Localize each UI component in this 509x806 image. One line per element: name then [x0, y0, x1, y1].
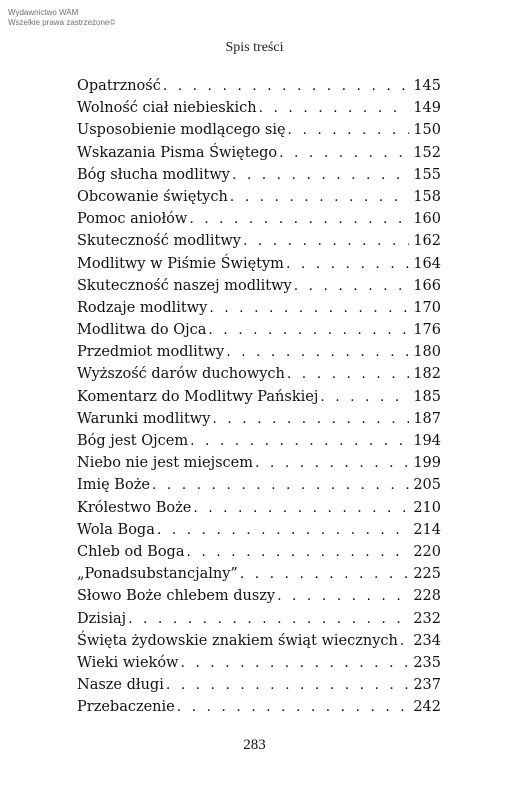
toc-entry-page: 232	[413, 610, 441, 627]
toc-dot-leader	[193, 497, 409, 519]
toc-entry-title: Wieki wieków	[77, 654, 179, 671]
toc-entry[interactable]	[77, 275, 441, 297]
toc-entry-title: Dzisiaj	[77, 610, 127, 627]
toc-entry[interactable]	[77, 297, 441, 319]
toc-entry-page: 155	[413, 166, 441, 183]
watermark	[8, 8, 115, 28]
toc-dot-leader	[226, 341, 409, 363]
toc-entry-title: Opatrzność	[77, 78, 161, 94]
toc-entry-page: 176	[413, 322, 441, 339]
toc-entry[interactable]	[77, 430, 441, 452]
toc-entry[interactable]	[77, 164, 441, 186]
table-of-contents	[77, 75, 441, 718]
toc-entry[interactable]	[77, 630, 441, 652]
toc-entry-title: Nasze długi	[77, 677, 164, 694]
toc-entry[interactable]	[77, 253, 441, 275]
toc-dot-leader	[279, 142, 409, 164]
toc-entry-page: 228	[413, 588, 441, 605]
toc-dot-leader	[400, 630, 409, 652]
toc-dot-leader	[209, 297, 409, 319]
toc-entry-page: 170	[413, 299, 441, 316]
toc-dot-leader	[212, 408, 409, 430]
toc-entry-page: 199	[413, 455, 441, 472]
toc-entry-page: 194	[413, 433, 441, 449]
toc-entry-page: 237	[413, 677, 441, 694]
toc-entry[interactable]	[77, 97, 441, 119]
toc-entry[interactable]	[77, 563, 441, 585]
toc-dot-leader	[189, 208, 409, 230]
toc-entry-title: Pomoc aniołów	[77, 211, 188, 228]
toc-entry-page: 220	[413, 543, 441, 560]
toc-entry-title: Królestwo Boże	[77, 499, 192, 516]
toc-dot-leader	[255, 452, 409, 474]
toc-dot-leader	[288, 119, 409, 141]
toc-entry[interactable]	[77, 652, 441, 674]
toc-entry-page: 158	[413, 188, 441, 205]
toc-entry[interactable]	[77, 386, 441, 408]
toc-entry-title: Komentarz do Modlitwy Pańskiej	[77, 388, 319, 405]
toc-entry-page: 234	[413, 632, 441, 649]
toc-entry-page: 150	[413, 122, 441, 139]
toc-dot-leader	[286, 253, 409, 275]
toc-entry-page: 242	[413, 699, 441, 716]
toc-dot-leader	[152, 474, 409, 496]
toc-entry[interactable]	[77, 142, 441, 164]
toc-dot-leader	[166, 674, 409, 696]
toc-entry-title: Święta żydowskie znakiem świąt wiecznych	[77, 632, 398, 649]
toc-entry-title: Skuteczność modlitwy	[77, 233, 241, 250]
toc-entry-title: Przedmiot modlitwy	[77, 344, 225, 361]
toc-entry-title: Chleb od Boga	[77, 543, 185, 560]
toc-dot-leader	[180, 652, 409, 674]
toc-entry-title: Rodzaje modlitwy	[77, 299, 208, 316]
toc-entry[interactable]	[77, 408, 441, 430]
toc-entry-title: Bóg słucha modlitwy	[77, 166, 230, 183]
toc-dot-leader	[208, 319, 409, 341]
toc-entry-title: Modlitwa do Ojca	[77, 322, 207, 339]
toc-entry-page: 210	[413, 499, 441, 516]
toc-entry[interactable]	[77, 497, 441, 519]
toc-dot-leader	[287, 363, 409, 385]
toc-entry-title: Skuteczność naszej modlitwy	[77, 277, 292, 294]
toc-entry[interactable]	[77, 119, 441, 141]
toc-entry[interactable]	[77, 363, 441, 385]
toc-dot-leader	[177, 696, 409, 718]
toc-entry[interactable]	[77, 674, 441, 696]
toc-entry[interactable]	[77, 186, 441, 208]
toc-dot-leader	[128, 608, 409, 630]
toc-dot-leader	[320, 386, 409, 408]
toc-entry-title: Warunki modlitwy	[77, 410, 211, 427]
toc-entry-title: Modlitwy w Piśmie Świętym	[77, 255, 284, 272]
toc-entry-page: 166	[413, 277, 441, 294]
toc-entry-title: Wskazania Pisma Świętego	[77, 144, 278, 161]
page-number: 283	[243, 737, 266, 753]
toc-entry[interactable]	[77, 452, 441, 474]
toc-entry[interactable]	[77, 585, 441, 607]
toc-entry-title: Wolność ciał niebieskich	[77, 100, 257, 117]
toc-entry-page: 205	[413, 477, 441, 494]
toc-entry[interactable]	[77, 474, 441, 496]
toc-entry-title: Usposobienie modlącego się	[77, 122, 286, 139]
toc-entry[interactable]	[77, 608, 441, 630]
toc-entry-title: Przebaczenie	[77, 699, 175, 716]
toc-entry-page: 214	[413, 521, 441, 538]
page-title: Spis treści	[225, 40, 284, 55]
toc-entry-page: 162	[413, 233, 441, 250]
toc-entry[interactable]	[77, 75, 441, 97]
toc-dot-leader	[277, 585, 409, 607]
toc-dot-leader	[259, 97, 409, 119]
toc-entry[interactable]	[77, 519, 441, 541]
toc-entry-page: 180	[413, 344, 441, 361]
toc-dot-leader	[163, 75, 409, 97]
toc-entry-page: 145	[413, 78, 441, 94]
toc-entry[interactable]	[77, 230, 441, 252]
toc-entry-title: Wola Boga	[77, 521, 155, 538]
toc-entry-page: 160	[413, 211, 441, 228]
toc-entry-page: 164	[413, 255, 441, 272]
toc-entry-page: 149	[413, 100, 441, 117]
toc-entry-page: 152	[413, 144, 441, 161]
toc-entry-page: 185	[413, 388, 441, 405]
toc-entry-title: „Ponadsubstancjalny”	[77, 566, 238, 583]
toc-entry-title: Obcowanie świętych	[77, 188, 228, 205]
toc-entry-title: Niebo nie jest miejscem	[77, 455, 254, 472]
toc-entry[interactable]	[77, 319, 441, 341]
toc-entry[interactable]	[77, 341, 441, 363]
toc-entry[interactable]	[77, 541, 441, 563]
toc-dot-leader	[230, 186, 409, 208]
toc-dot-leader	[186, 541, 409, 563]
toc-dot-leader	[243, 230, 409, 252]
toc-dot-leader	[240, 563, 409, 585]
toc-dot-leader	[232, 164, 409, 186]
toc-entry-title: Słowo Boże chlebem duszy	[77, 588, 276, 605]
toc-entry-page: 182	[413, 366, 441, 383]
toc-dot-leader	[294, 275, 409, 297]
toc-entry-page: 225	[413, 566, 441, 583]
watermark-copyright: Wszelkie prawa zastrzeżone©	[8, 18, 116, 27]
toc-dot-leader	[157, 519, 409, 541]
toc-entry[interactable]	[77, 696, 441, 718]
toc-entry-page: 187	[413, 410, 441, 427]
toc-entry-title: Bóg jest Ojcem	[77, 433, 189, 449]
toc-entry-title: Wyższość darów duchowych	[77, 366, 285, 383]
watermark-publisher: Wydawnictwo WAM	[8, 8, 79, 17]
toc-dot-leader	[190, 430, 409, 452]
toc-entry[interactable]	[77, 208, 441, 230]
toc-entry-page: 235	[413, 654, 441, 671]
toc-entry-title: Imię Boże	[77, 477, 150, 494]
